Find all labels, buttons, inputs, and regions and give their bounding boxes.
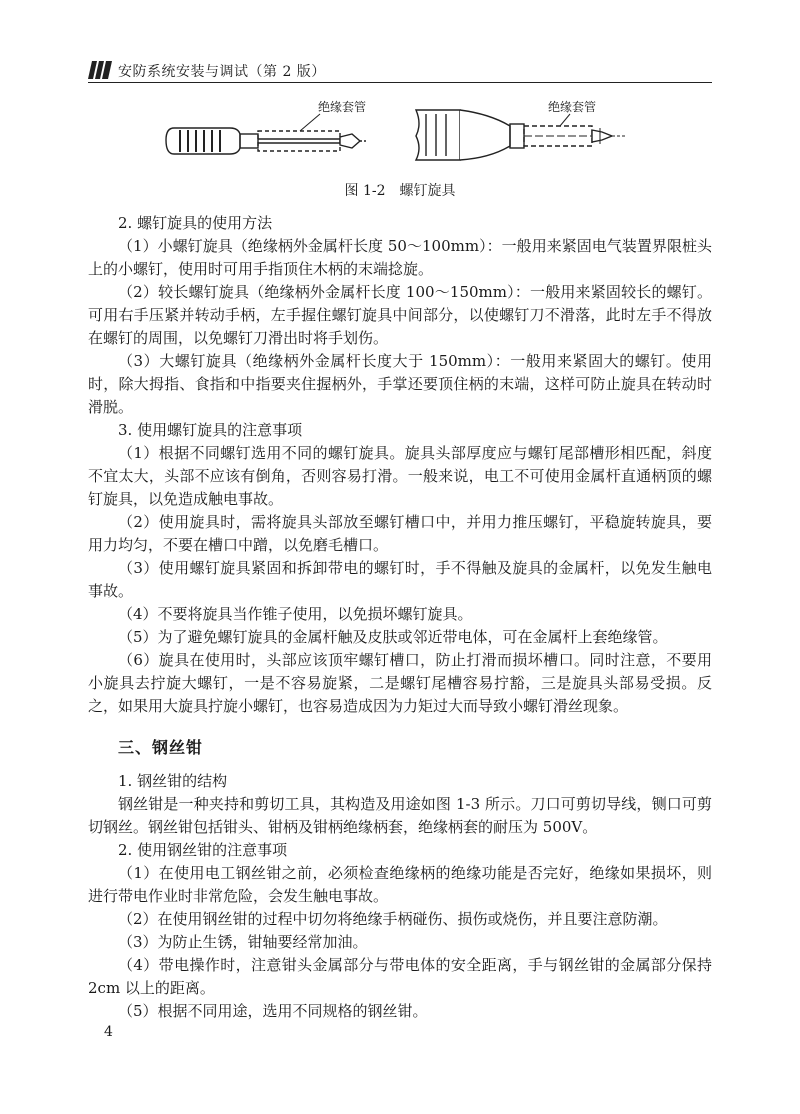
subheading-pliers-precautions: 2. 使用钢丝钳的注意事项 (118, 841, 288, 859)
large-screwdriver-illustration (416, 110, 626, 160)
paragraph: （2）使用旋具时，需将旋具头部放至螺钉槽口中，并用力推压螺钉，平稳旋转旋具，要用力均匀，不要在槽口中蹭，以免磨毛槽口。 (88, 513, 712, 554)
header-rule (88, 82, 712, 83)
paragraph: （3）使用螺钉旋具紧固和拆卸带电的螺钉时，手不得触及旋具的金属杆，以免发生触电事故。 (88, 559, 712, 600)
header-title: 安防系统安装与调试（第 2 版） (118, 64, 326, 80)
paragraph: （1）在使用电工钢丝钳之前，必须检查绝缘柄的绝缘功能是否完好，绝缘如果损坏，则进行带电作业时非常危险，会发生触电事故。 (88, 864, 712, 905)
caption-number: 图 1-2 (344, 183, 386, 199)
paragraph: （2）在使用钢丝钳的过程中切勿将绝缘手柄碰伤、损伤或烧伤，并且要注意防潮。 (118, 910, 668, 928)
paragraph: （6）旋具在使用时，头部应该顶牢螺钉槽口，防止打滑而损坏槽口。同时注意，不要用小旋具去拧旋大螺钉，一是不容易旋紧，二是螺钉尾槽容易拧豁，三是旋具头部易受损。反之，如果用大旋具拧旋小螺钉，也容易造成因为力矩过大而导致小螺钉滑丝现象。 (88, 651, 712, 715)
figure-caption (0, 180, 800, 200)
pliers-section-text (88, 770, 712, 1023)
header-stripes-icon (88, 61, 112, 79)
small-screwdriver-illustration (166, 114, 368, 154)
paragraph: （2）较长螺钉旋具（绝缘柄外金属杆长度 100～150mm）：一般用来紧固较长的螺钉。可用右手压紧并转动手柄，左手握住螺钉旋具中间部分，以使螺钉刀不滑落，此时左手不得放在螺钉的周围，以免螺钉刀滑出时将手划伤。 (88, 283, 712, 347)
left-insulation-label: 绝缘套管 (318, 100, 367, 114)
subheading-usage: 2. 螺钉旋具的使用方法 (118, 214, 273, 232)
paragraph: （1）根据不同螺钉选用不同的螺钉旋具。旋具头部厚度应与螺钉尾部槽形相匹配，斜度不宜太大，头部不应该有倒角，否则容易打滑。一般来说，电工不可使用金属杆直通柄顶的螺钉旋具，以免造成触电事故。 (88, 444, 712, 508)
screwdriver-drawing (160, 96, 660, 176)
running-header (88, 58, 712, 84)
paragraph: （5）为了避免螺钉旋具的金属杆触及皮肤或邻近带电体，可在金属杆上套绝缘管。 (118, 628, 668, 646)
section-heading: 三、钢丝钳 (118, 738, 204, 757)
caption-text: 螺钉旋具 (399, 183, 456, 199)
right-insulation-label: 绝缘套管 (548, 100, 597, 114)
subheading-structure: 1. 钢丝钳的结构 (118, 772, 228, 790)
page-number: 4 (104, 1024, 113, 1040)
paragraph: （3）大螺钉旋具（绝缘柄外金属杆长度大于 150mm）：一般用来紧固大的螺钉。使用时，除大拇指、食指和中指要夹住握柄外，手掌还要顶住柄的末端，这样可防止旋具在转动时滑脱。 (88, 352, 712, 416)
paragraph: （3）为防止生锈，钳轴要经常加油。 (118, 933, 368, 951)
paragraph: （5）根据不同用途，选用不同规格的钢丝钳。 (118, 1002, 428, 1020)
paragraph: （1）小螺钉旋具（绝缘柄外金属杆长度 50～100mm）：一般用来紧固电气装置界限桩头上的小螺钉，使用时可用手指顶住木柄的末端捻旋。 (88, 237, 712, 278)
paragraph: 钢丝钳是一种夹持和剪切工具，其构造及用途如图 1-3 所示。刀口可剪切导线，铡口可剪切钢丝。钢丝钳包括钳头、钳柄及钳柄绝缘柄套，绝缘柄套的耐压为 500V。 (88, 795, 712, 836)
screwdriver-section-text (88, 212, 712, 718)
section-heading-wrap (88, 736, 712, 759)
paragraph: （4）不要将旋具当作锥子使用，以免损坏螺钉旋具。 (118, 605, 473, 623)
subheading-precautions: 3. 使用螺钉旋具的注意事项 (118, 421, 303, 439)
paragraph: （4）带电操作时，注意钳头金属部分与带电体的安全距离，手与钢丝钳的金属部分保持 2cm 以上的距离。 (88, 956, 712, 997)
